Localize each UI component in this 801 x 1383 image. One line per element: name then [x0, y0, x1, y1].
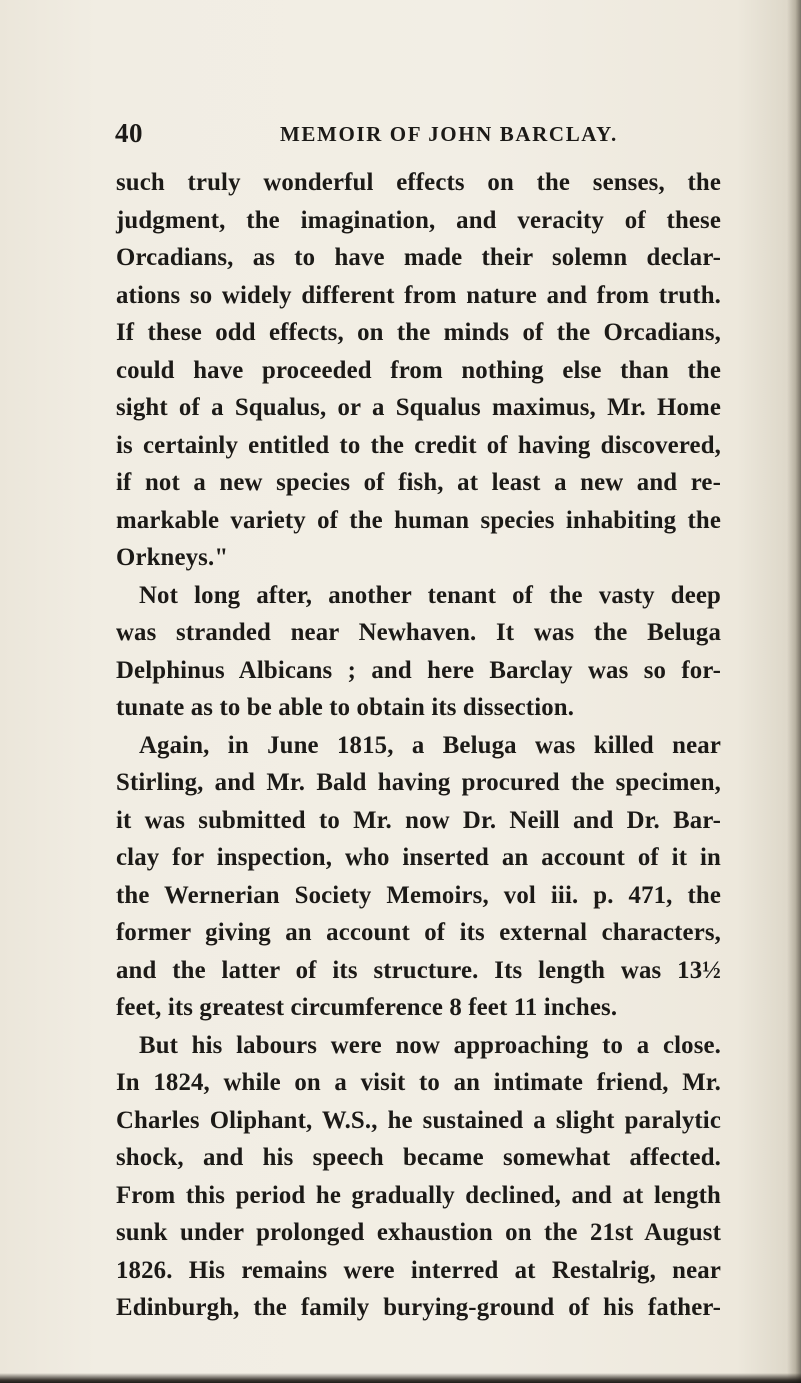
text-line: Delphinus Albicans ; and here Barclay was so for- — [116, 656, 721, 684]
text-line: it was submitted to Mr. now Dr. Neill and Dr. Bar- — [116, 806, 721, 834]
text-line: the Wernerian Society Memoirs, vol iii. p. 471, the — [116, 881, 721, 909]
text-line: judgment, the imagination, and veracity of these — [116, 206, 721, 234]
text-line: shock, and his speech became somewhat affected. — [116, 1144, 721, 1171]
text-line: Stirling, and Mr. Bald having procured the specimen, — [116, 769, 721, 796]
text-line: Orkneys." — [116, 544, 229, 571]
text-line: clay for inspection, who inserted an account of it in — [116, 844, 721, 871]
text-line: was stranded near Newhaven. It was the Beluga — [116, 619, 721, 646]
text-line: Edinburgh, the family burying-ground of his father- — [116, 1294, 721, 1321]
text-line: Not long after, another tenant of the vasty deep — [139, 581, 721, 609]
text-line: But his labours were now approaching to a close. — [139, 1031, 721, 1059]
page-bottom-edge — [0, 1373, 801, 1383]
text-line: sunk under prolonged exhaustion on the 21st August — [116, 1219, 721, 1246]
text-line: 1826. His remains were interred at Restalrig, near — [116, 1256, 721, 1284]
body-text — [116, 164, 721, 1327]
text-line: could have proceeded from nothing else than the — [116, 356, 721, 384]
text-line: if not a new species of fish, at least a new and re- — [116, 469, 721, 496]
page-header — [115, 118, 675, 154]
text-line: In 1824, while on a visit to an intimate friend, Mr. — [116, 1069, 721, 1096]
text-line: sight of a Squalus, or a Squalus maximus, Mr. Home — [116, 394, 721, 421]
text-line: If these odd effects, on the minds of the Orcadians, — [116, 319, 721, 346]
text-line: feet, its greatest circumference 8 feet 11 inches. — [116, 994, 618, 1021]
text-line: and the latter of its structure. Its length was 13½ — [116, 956, 721, 984]
running-title: MEMOIR OF JOHN BARCLAY. — [280, 122, 618, 146]
text-line: Charles Oliphant, W.S., he sustained a slight paralytic — [116, 1106, 721, 1134]
text-line: ations so widely different from nature and from truth. — [116, 281, 721, 309]
text-line: Again, in June 1815, a Beluga was killed near — [139, 731, 721, 759]
text-line: From this period he gradually declined, and at length — [116, 1181, 721, 1209]
text-line: markable variety of the human species inhabiting the — [116, 506, 721, 534]
text-line: such truly wonderful effects on the senses, the — [116, 169, 721, 196]
text-line: former giving an account of its external characters, — [116, 919, 721, 946]
text-line: Orcadians, as to have made their solemn declar- — [116, 244, 721, 271]
page-edge-shadow — [787, 0, 801, 1383]
text-line: tunate as to be able to obtain its dissection. — [116, 694, 575, 721]
text-line: is certainly entitled to the credit of having discovered, — [116, 431, 721, 459]
page-number: 40 — [115, 118, 143, 148]
